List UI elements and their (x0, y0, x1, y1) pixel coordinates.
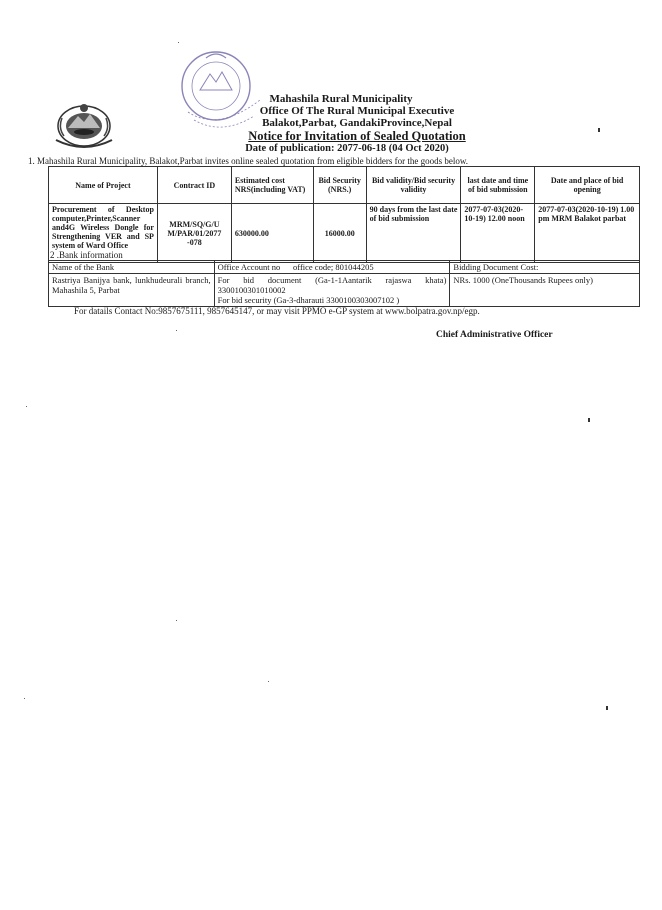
table-row (49, 204, 640, 263)
cell-last-date: 2077-07-03(2020-10-19) 12.00 noon (461, 204, 535, 263)
doc-cost-header: Bidding Document Cost: (450, 261, 640, 274)
cell-opening: 2077-07-03(2020-10-19) 1.00 pm MRM Balakot parbat (535, 204, 640, 263)
table-row (49, 274, 640, 307)
municipality-name: Mahashila Rural Municipality (269, 93, 413, 105)
scan-dot (176, 620, 177, 621)
notice-title: Notice for Invitation of Sealed Quotation (248, 129, 466, 143)
office-address: Balakot,Parbat, GandakiProvince,Nepal (262, 117, 452, 129)
scan-dot (268, 681, 269, 682)
scan-mark (598, 128, 600, 132)
intro-text: 1. Mahashila Rural Municipality, Balakot,Parbat invites online sealed quotation from eligible bidders for the goods below. (28, 156, 468, 166)
header-bid-validity: Bid validity/Bid security validity (366, 167, 461, 204)
cell-validity: 90 days from the last date of bid submission (366, 204, 461, 263)
cell-project: Procurement of Desktop computer,Printer,Scanner and4G Wireless Dongle for Strengthening VER and SP system of Ward Office (49, 204, 158, 263)
account-details (214, 274, 450, 307)
bank-info-label: 2 .Bank information (50, 250, 123, 260)
header-contract-id: Contract ID (157, 167, 231, 204)
cell-cost: 630000.00 (231, 204, 313, 263)
quotation-table (48, 166, 640, 263)
bank-table (48, 260, 640, 307)
bid-document-account: For bid document (Ga-1-1Aantarik rajaswa khata) 3300100301010002 (217, 275, 447, 295)
publication-date: Date of publication: 2077-06-18 (04 Oct 2020) (245, 143, 449, 154)
scan-dot (24, 698, 25, 699)
account-header: Office Account no office code; 801044205 (214, 261, 450, 274)
contact-info: For datails Contact No:9857675111, 9857645147, or may visit PPMO e-GP system at www.bolpatra.gov.np/egp. (74, 306, 480, 316)
scan-mark (606, 706, 608, 710)
header-estimated-cost: Estimated cost NRS(including VAT) (231, 167, 313, 204)
office-name: Office Of The Rural Municipal Executive (259, 105, 455, 117)
bid-security-account: For bid security (Ga-3-dharauti 3300100303007102 ) (217, 295, 400, 305)
cell-security: 16000.00 (313, 204, 366, 263)
header-project: Name of Project (49, 167, 158, 204)
scan-dot (178, 42, 179, 43)
scan-dot (176, 330, 177, 331)
table-row (49, 261, 640, 274)
signature-title: Chief Administrative Officer (436, 330, 553, 340)
doc-cost: NRs. 1000 (OneThousands Rupees only) (450, 274, 640, 307)
bank-name: Rastriya Banijya bank, lunkhudeurali branch, Mahashila 5, Parbat (49, 274, 215, 307)
header-bid-security: Bid Security (NRS.) (313, 167, 366, 204)
header-opening: Date and place of bid opening (535, 167, 640, 204)
scan-dot (26, 406, 27, 407)
cell-contract-id: MRM/SQ/G/U M/PAR/01/2077 -078 (157, 204, 231, 263)
header-last-date: last date and time of bid submission (461, 167, 535, 204)
bank-name-header: Name of the Bank (49, 261, 215, 274)
scan-mark (588, 418, 590, 422)
table-header-row (49, 167, 640, 204)
